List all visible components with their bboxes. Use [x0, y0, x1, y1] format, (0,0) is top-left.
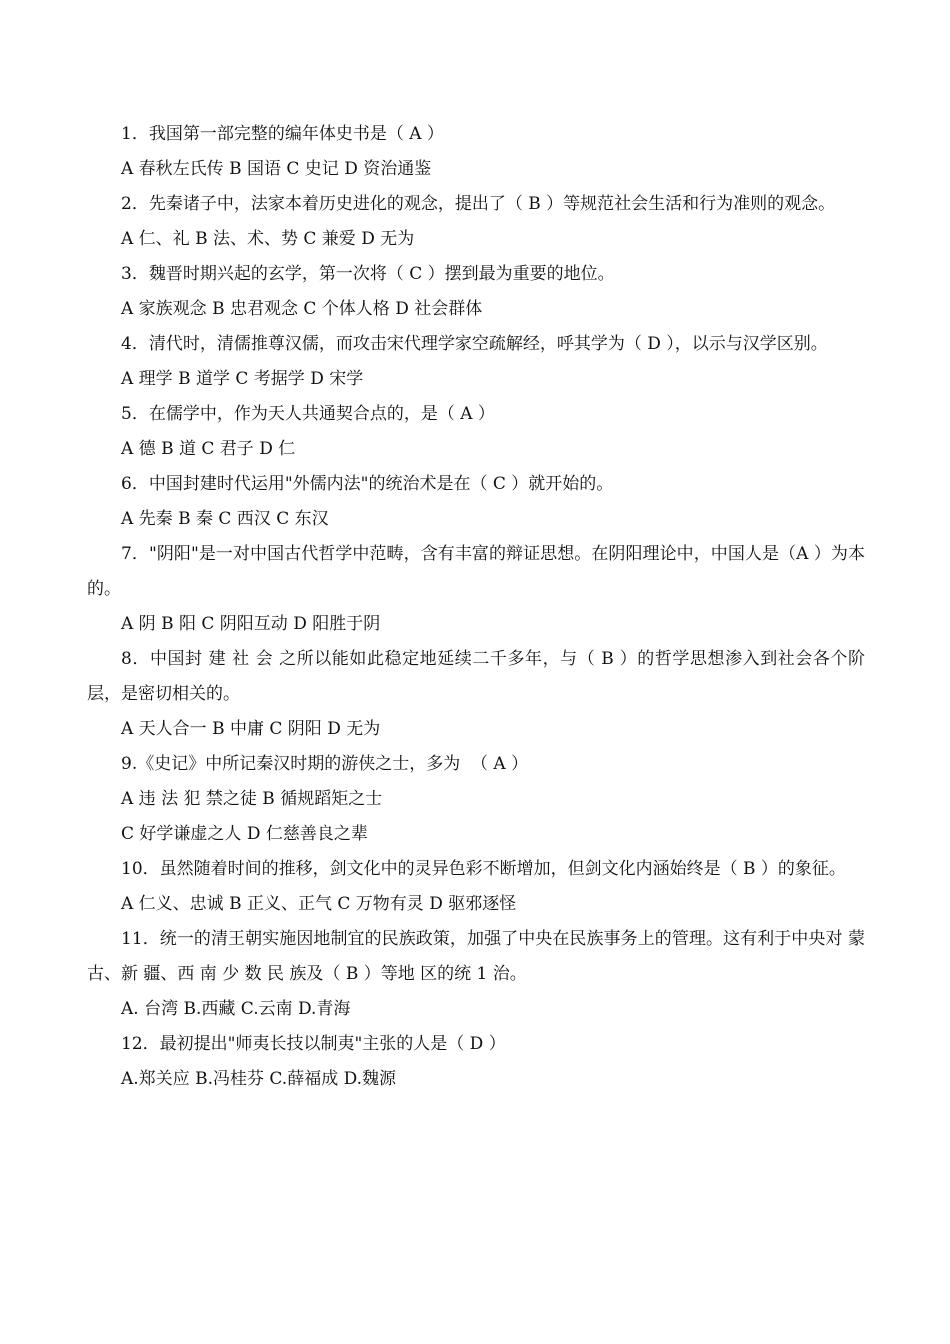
question-1-options: A 春秋左氏传 B 国语 C 史记 D 资治通鉴 — [121, 159, 432, 179]
question-3-options: A 家族观念 B 忠君观念 C 个体人格 D 社会群体 — [121, 299, 483, 319]
question-1: 1．我国第一部完整的编年体史书是（ A ） — [121, 124, 444, 144]
question-2: 2．先秦诸子中，法家本着历史进化的观念，提出了（ B ）等规范社会生活和行为准则的观念。 — [121, 194, 836, 214]
question-2-options: A 仁、礼 B 法、术、势 C 兼爱 D 无为 — [121, 229, 415, 249]
question-12-options: A.郑关应 B.冯桂芬 C.薛福成 D.魏源 — [121, 1069, 397, 1089]
question-6: 6．中国封建时代运用"外儒内法"的统治术是在（ C ）就开始的。 — [121, 474, 614, 494]
question-5: 5．在儒学中，作为天人共通契合点的，是（ A ） — [121, 404, 495, 424]
question-9: 9.《史记》中所记秦汉时期的游侠之士，多为 （ A ） — [121, 754, 529, 774]
question-10-options: A 仁义、忠诚 B 正义、正气 C 万物有灵 D 驱邪逐怪 — [121, 894, 517, 914]
question-7: 7．"阴阳"是一对中国古代哲学中范畴，含有丰富的辩证思想。在阴阳理论中，中国人是（A ）为本的。 — [87, 544, 865, 599]
question-list — [87, 117, 871, 1097]
question-6-options: A 先秦 B 秦 C 西汉 C 东汉 — [121, 509, 329, 529]
question-8: 8．中国封 建 社 会 之所以能如此稳定地延续二千多年，与（ B ）的哲学思想渗入到社会各个阶层，是密切相关的。 — [87, 649, 865, 704]
question-3: 3．魏晋时期兴起的玄学，第一次将（ C ）摆到最为重要的地位。 — [121, 264, 615, 284]
question-11: 11．统一的清王朝实施因地制宜的民族政策，加强了中央在民族事务上的管理。这有利于中央对 蒙 古、新 疆、西 南 少 数 民 族及（ B ）等地 区的统 1 治。 — [87, 929, 871, 984]
question-4: 4．清代时，清儒推尊汉儒，而攻击宋代理学家空疏解经，呼其学为（ D ），以示与汉学区别。 — [121, 334, 828, 354]
question-9-options-cd: C 好学谦虚之人 D 仁慈善良之辈 — [121, 824, 368, 844]
question-7-options: A 阴 B 阳 C 阴阳互动 D 阳胜于阴 — [121, 614, 381, 634]
question-8-options: A 天人合一 B 中庸 C 阴阳 D 无为 — [121, 719, 381, 739]
question-9-options-ab: A 违 法 犯 禁之徒 B 循规蹈矩之士 — [121, 789, 383, 809]
question-12: 12．最初提出"师夷长技以制夷"主张的人是（ D ） — [121, 1034, 506, 1054]
question-11-options: A. 台湾 B.西藏 C.云南 D.青海 — [121, 999, 351, 1019]
question-4-options: A 理学 B 道学 C 考据学 D 宋学 — [121, 369, 364, 389]
question-10: 10．虽然随着时间的推移，剑文化中的灵异色彩不断增加，但剑文化内涵始终是（ B ）的象征。 — [121, 859, 846, 879]
question-5-options: A 德 B 道 C 君子 D 仁 — [121, 439, 296, 459]
